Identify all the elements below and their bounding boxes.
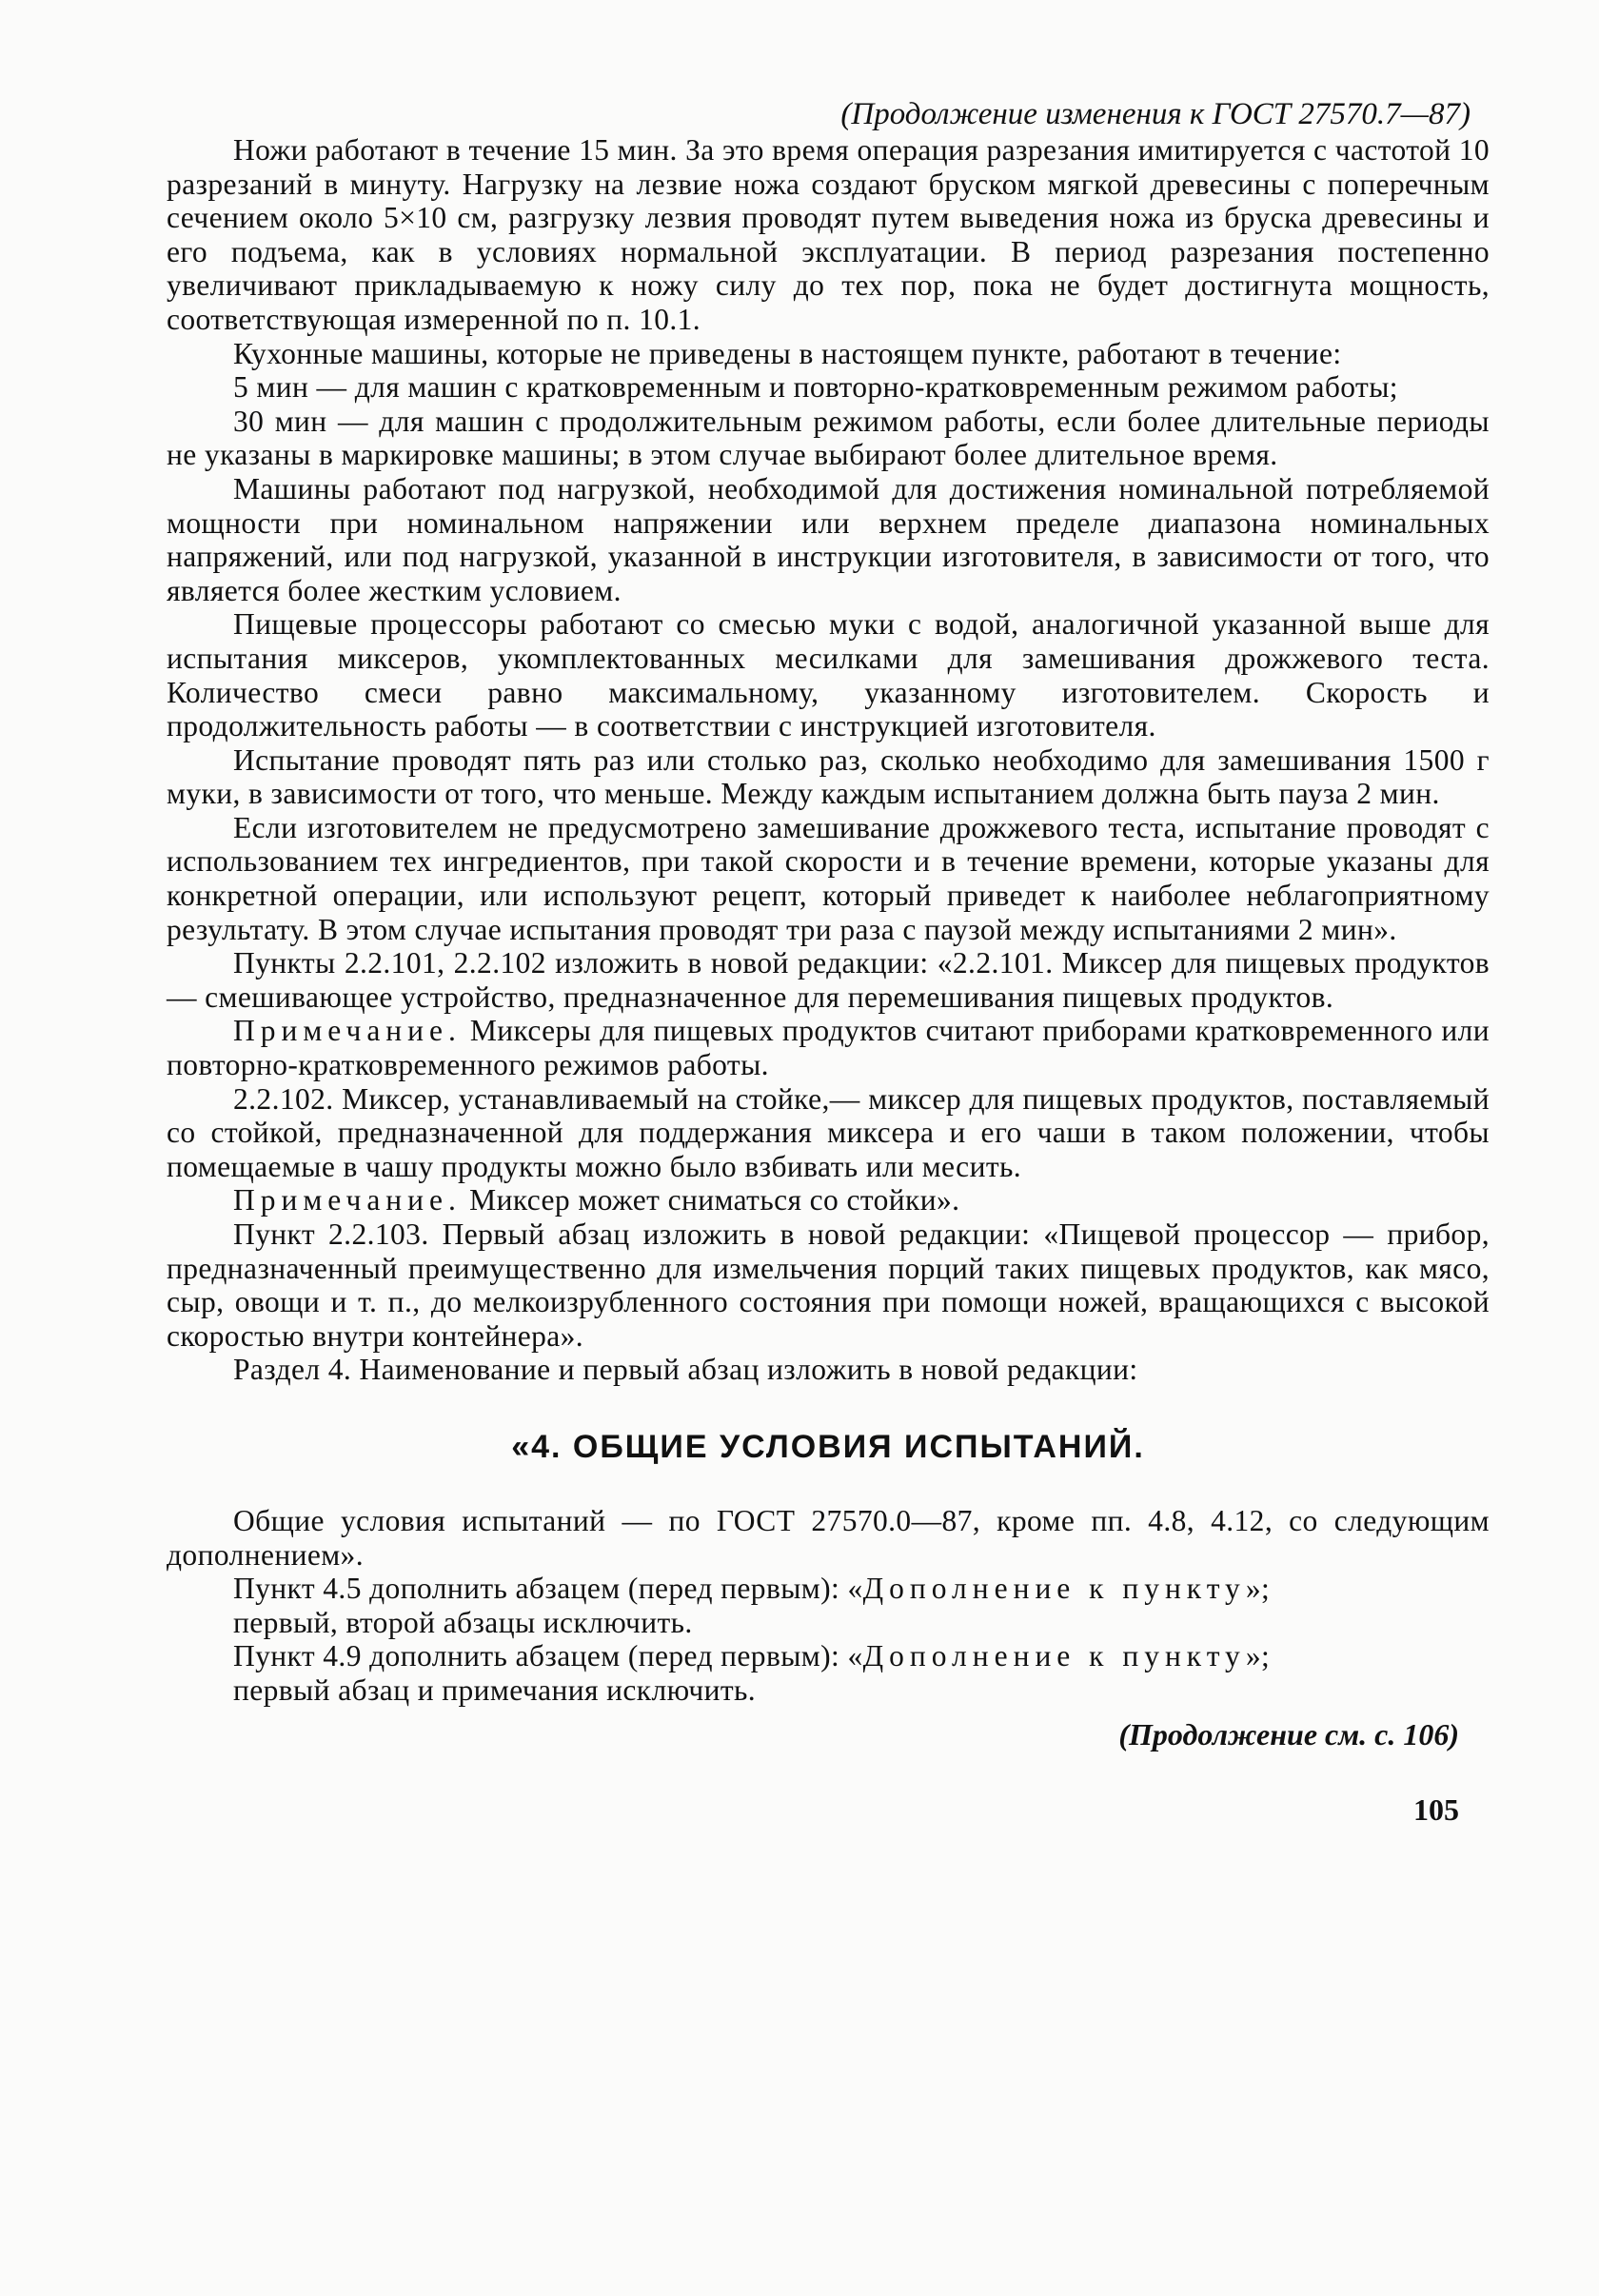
item-text: Пункт 4.9 дополнить абзацем (перед первым): « (233, 1639, 863, 1673)
paragraph: Кухонные машины, которые не приведены в настоящем пункте, работают в течение: (233, 336, 1342, 370)
note-text: Миксер может сниматься со стойки». (461, 1183, 960, 1217)
note-label: Примечание. (233, 1014, 462, 1048)
paragraph: первый абзац и примечания исключить. (233, 1673, 757, 1707)
note-paragraph (167, 1183, 1490, 1217)
paragraph: Пункты 2.2.101, 2.2.102 изложить в новой редакции: «2.2.101. Миксер для пищевых продуктов — смешивающее устройство, предназначенное для перемешивания пищевых продуктов. (167, 946, 1490, 1014)
document-body (167, 133, 1490, 1387)
item-text: »; (1245, 1639, 1271, 1673)
paragraph: Общие условия испытаний — по ГОСТ 27570.0—87, кроме пп. 4.8, 4.12, со следующим дополнением». (167, 1503, 1490, 1572)
item-text: »; (1245, 1572, 1271, 1606)
paragraph: 30 мин — для машин с продолжительным режимом работы, если более длительные периоды не указаны в маркировке машины; в этом случае выбирают более длительное время. (167, 404, 1490, 472)
paragraph: Ножи работают в течение 15 мин. За это время операция разрезания имитируется с частотой 10 разрезаний в минуту. Нагрузку на лезвие ножа создают бруском мягкой древесины с поперечным сечением около 5×10 см, разгрузку лезвия проводят путем выведения ножа из бруска древесины и его подъема, как в условиях нормальной эксплуатации. В период разрезания постепенно увеличивают прикладываемую к ножу силу до тех пор, пока не будет достигнута мощность, соответствующая измеренной по п. 10.1. (167, 133, 1490, 336)
paragraph: Пункт 2.2.103. Первый абзац изложить в новой редакции: «Пищевой процессор — прибор, предназначенный преимущественно для измельчения порций таких пищевых продуктов, как мясо, сыр, овощи и т. п., до мелкоизрубленного состояния при помощи ножей, вращающихся с высокой скоростью внутри контейнера». (167, 1217, 1490, 1353)
paragraph: первый, второй абзацы исключить. (233, 1605, 693, 1639)
paragraph (167, 1572, 1490, 1606)
section-heading: «4. ОБЩИЕ УСЛОВИЯ ИСПЫТАНИЙ. (511, 1428, 1145, 1465)
paragraph: 2.2.102. Миксер, устанавливаемый на стойке,— миксер для пищевых продуктов, поставляемый со стойкой, предназначенной для поддержания миксера и его чаши в таком положении, чтобы помещаемые в чашу продукты можно было взбивать или месить. (167, 1081, 1490, 1183)
paragraph: Раздел 4. Наименование и первый абзац изложить в новой редакции: (233, 1353, 1138, 1387)
page-header: (Продолжение изменения к ГОСТ 27570.7—87) (840, 97, 1471, 131)
note-text: Миксеры для пищевых продуктов считают приборами кратковременного или повторно-кратковременного режимов работы. (167, 1014, 1490, 1082)
spaced-text: Дополнение к пункту (862, 1639, 1246, 1673)
paragraph (167, 1639, 1490, 1673)
spaced-text: Дополнение к пункту (862, 1572, 1246, 1606)
paragraph: Пищевые процессоры работают со смесью муки с водой, аналогичной указанной выше для испытания миксеров, укомплектованных месилками для замешивания дрожжевого теста. Количество смеси равно максимальному, указанному изготовителем. Скорость и продолжительность работы — в соответствии с инструкцией изготовителя. (167, 607, 1490, 743)
paragraph: Если изготовителем не предусмотрено замешивание дрожжевого теста, испытание проводят с использованием тех ингредиентов, при такой скорости и в течение времени, которые указаны для конкретной операции, или используют рецепт, который приведет к наиболее неблагоприятному результату. В этом случае испытания проводят три раза с паузой между испытаниями 2 мин». (167, 810, 1490, 946)
note-label: Примечание. (233, 1183, 462, 1217)
section-body (167, 1504, 1490, 1708)
paragraph: 5 мин — для машин с кратковременным и повторно-кратковременным режимом работы; (233, 370, 1398, 405)
paragraph: Машины работают под нагрузкой, необходимой для достижения номинальной потребляемой мощности при номинальном напряжении или верхнем пределе диапазона номинальных напряжений, или под нагрузкой, указанной в инструкции изготовителя, в зависимости от того, что является более жестким условием. (167, 471, 1490, 607)
paragraph: Испытание проводят пять раз или столько раз, сколько необходимо для замешивания 1500 г муки, в зависимости от того, что меньше. Между каждым испытанием должна быть пауза 2 мин. (167, 742, 1490, 811)
note-paragraph (167, 1014, 1490, 1081)
page-number: 105 (1413, 1791, 1459, 1827)
item-text: Пункт 4.5 дополнить абзацем (перед первым): « (233, 1572, 863, 1606)
continuation-note: (Продолжение см. с. 106) (1118, 1716, 1459, 1752)
